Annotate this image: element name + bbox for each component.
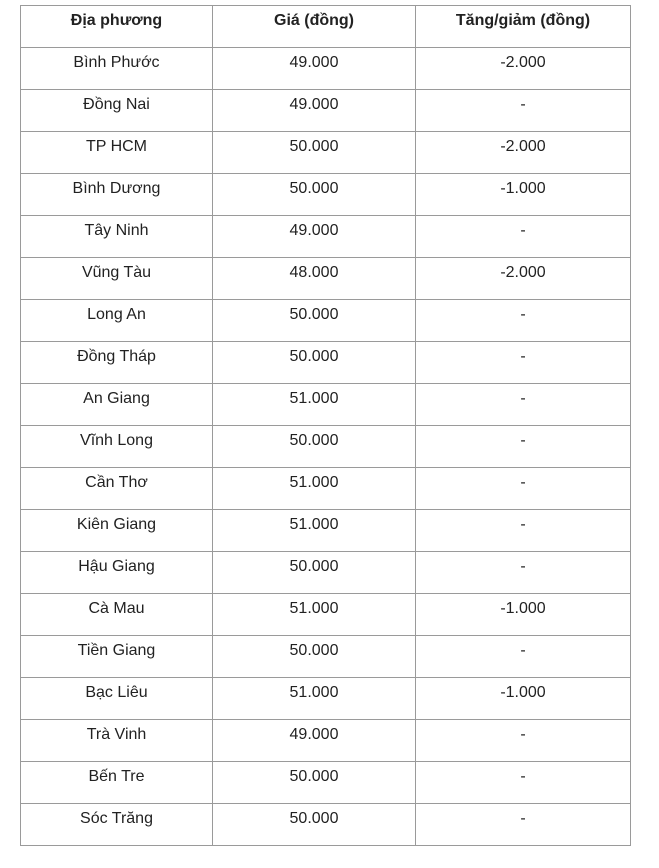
locality-cell: Bạc Liêu — [21, 678, 213, 720]
price-table — [20, 5, 631, 846]
change-cell: -1.000 — [416, 594, 631, 636]
locality-cell: Vũng Tàu — [21, 258, 213, 300]
change-cell: - — [416, 90, 631, 132]
locality-cell: Đồng Nai — [21, 90, 213, 132]
price-cell: 49.000 — [213, 90, 416, 132]
price-cell: 50.000 — [213, 174, 416, 216]
locality-cell: Cà Mau — [21, 594, 213, 636]
change-cell: - — [416, 342, 631, 384]
price-cell: 50.000 — [213, 132, 416, 174]
price-cell: 50.000 — [213, 804, 416, 846]
price-cell: 50.000 — [213, 300, 416, 342]
table-row — [21, 552, 631, 594]
change-cell: - — [416, 720, 631, 762]
change-cell: - — [416, 384, 631, 426]
change-cell: - — [416, 468, 631, 510]
table-row — [21, 384, 631, 426]
price-cell: 51.000 — [213, 384, 416, 426]
change-cell: - — [416, 636, 631, 678]
price-cell: 49.000 — [213, 48, 416, 90]
table-row — [21, 132, 631, 174]
locality-cell: Hậu Giang — [21, 552, 213, 594]
change-cell: -2.000 — [416, 48, 631, 90]
price-cell: 51.000 — [213, 594, 416, 636]
table-row — [21, 258, 631, 300]
locality-cell: TP HCM — [21, 132, 213, 174]
locality-cell: Đồng Tháp — [21, 342, 213, 384]
price-cell: 48.000 — [213, 258, 416, 300]
locality-cell: Tây Ninh — [21, 216, 213, 258]
table-row — [21, 216, 631, 258]
table-row — [21, 468, 631, 510]
price-cell: 51.000 — [213, 468, 416, 510]
table-row — [21, 762, 631, 804]
change-cell: - — [416, 804, 631, 846]
locality-cell: An Giang — [21, 384, 213, 426]
locality-cell: Kiên Giang — [21, 510, 213, 552]
price-cell: 50.000 — [213, 342, 416, 384]
table-row — [21, 804, 631, 846]
header-row — [21, 6, 631, 48]
price-cell: 50.000 — [213, 636, 416, 678]
table-row — [21, 510, 631, 552]
table-row — [21, 678, 631, 720]
table-row — [21, 342, 631, 384]
locality-cell: Sóc Trăng — [21, 804, 213, 846]
change-cell: - — [416, 216, 631, 258]
change-cell: -1.000 — [416, 174, 631, 216]
table-row — [21, 300, 631, 342]
price-cell: 50.000 — [213, 426, 416, 468]
price-cell: 51.000 — [213, 510, 416, 552]
table-row — [21, 174, 631, 216]
change-cell: -1.000 — [416, 678, 631, 720]
table-row — [21, 48, 631, 90]
price-cell: 51.000 — [213, 678, 416, 720]
header-price: Giá (đồng) — [213, 6, 416, 48]
table-row — [21, 636, 631, 678]
table-row — [21, 594, 631, 636]
price-cell: 49.000 — [213, 216, 416, 258]
locality-cell: Cần Thơ — [21, 468, 213, 510]
locality-cell: Bình Phước — [21, 48, 213, 90]
price-cell: 49.000 — [213, 720, 416, 762]
locality-cell: Long An — [21, 300, 213, 342]
locality-cell: Tiền Giang — [21, 636, 213, 678]
price-cell: 50.000 — [213, 762, 416, 804]
change-cell: -2.000 — [416, 258, 631, 300]
locality-cell: Trà Vinh — [21, 720, 213, 762]
header-locality: Địa phương — [21, 6, 213, 48]
change-cell: - — [416, 510, 631, 552]
table-row — [21, 90, 631, 132]
locality-cell: Bình Dương — [21, 174, 213, 216]
change-cell: - — [416, 552, 631, 594]
change-cell: - — [416, 762, 631, 804]
price-cell: 50.000 — [213, 552, 416, 594]
table-row — [21, 426, 631, 468]
change-cell: -2.000 — [416, 132, 631, 174]
locality-cell: Bến Tre — [21, 762, 213, 804]
change-cell: - — [416, 300, 631, 342]
table-row — [21, 720, 631, 762]
change-cell: - — [416, 426, 631, 468]
locality-cell: Vĩnh Long — [21, 426, 213, 468]
header-change: Tăng/giảm (đồng) — [416, 6, 631, 48]
